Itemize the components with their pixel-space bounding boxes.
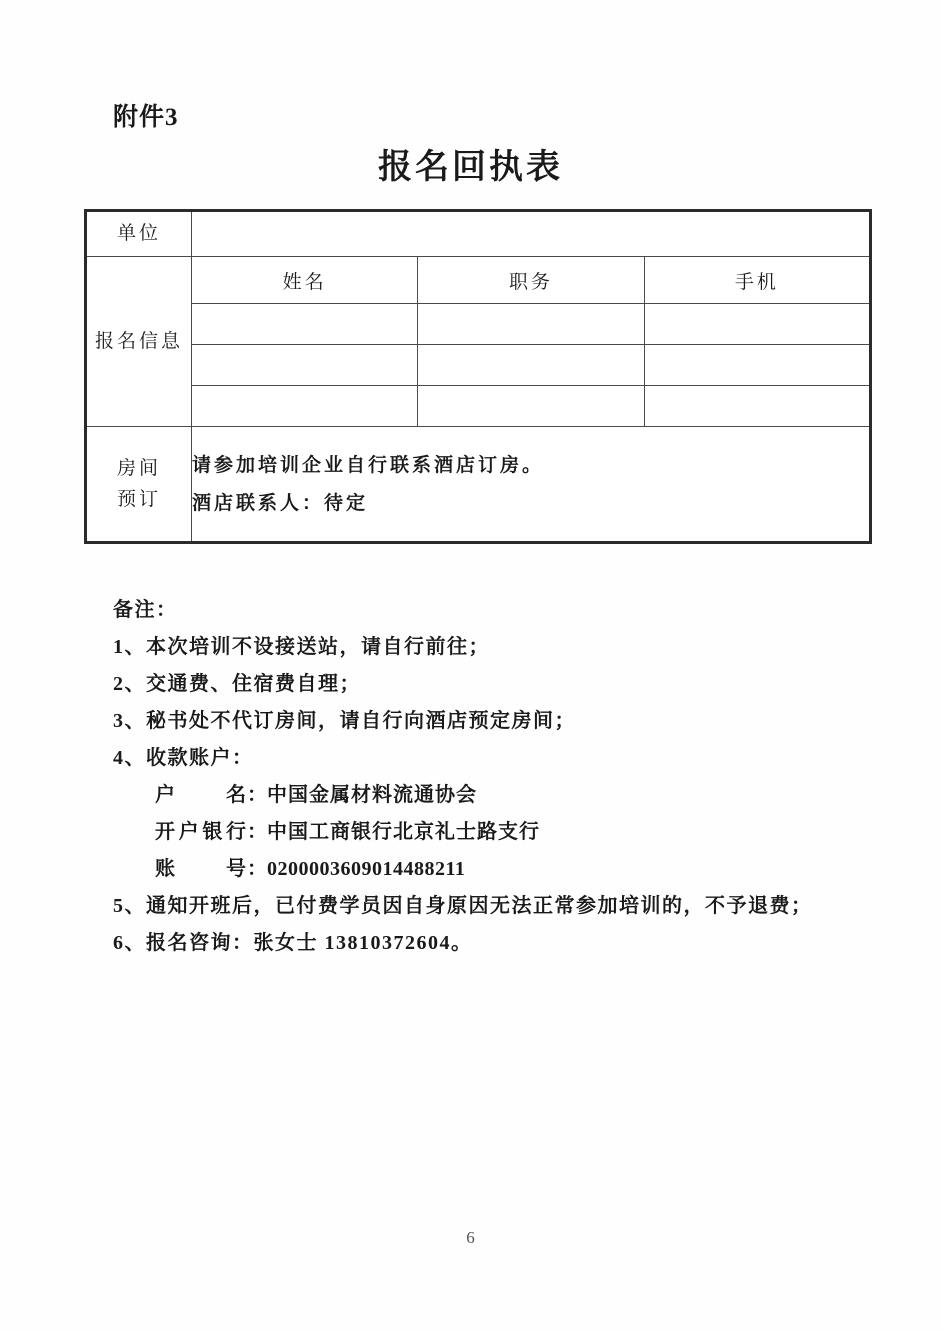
registration-label-cell: 报名信息 [86,257,192,427]
table-row-room-booking [86,427,871,543]
notes-section [113,592,873,962]
note-item-4: 4、收款账户： [113,747,254,769]
entry-phone-cell[interactable] [644,304,870,345]
table-row-entry [86,304,871,345]
notes-heading: 备注： [113,599,178,621]
bank-account-name-label: 户名 [155,784,247,806]
note-item-2: 2、交通费、住宿费自理； [113,673,361,695]
registration-form-table [84,209,872,544]
entry-phone-cell[interactable] [644,386,870,427]
unit-value-cell[interactable] [192,211,871,257]
note-item-5: 5、通知开班后，已付费学员因自身原因无法正常参加培训的，不予退费； [113,895,813,917]
note-item-3: 3、秘书处不代订房间，请自行向酒店预定房间； [113,710,576,732]
bank-account-number-separator: ： [247,858,267,880]
bank-name-separator: ： [247,821,267,843]
table-row-entry [86,386,871,427]
table-row-column-headers [86,257,871,304]
bank-account-name-separator: ： [247,784,267,806]
column-header-phone: 手机 [644,257,870,304]
note-item-6: 6、报名咨询：张女士 13810372604。 [113,932,473,954]
room-booking-label-cell [86,427,192,543]
table-row-unit [86,211,871,257]
bank-name-value: 中国工商银行北京礼士路支行 [267,821,540,843]
entry-phone-cell[interactable] [644,345,870,386]
room-booking-content-cell [192,427,871,543]
room-label-line2: 预订 [116,489,161,510]
column-header-position: 职务 [418,257,644,304]
note-item-1: 1、本次培训不设接送站，请自行前往； [113,636,490,658]
bank-account-name-value: 中国金属材料流通协会 [267,784,477,806]
bank-account-number-value: 0200003609014488211 [267,858,466,880]
page-number: 6 [466,1228,475,1247]
table-row-entry [86,345,871,386]
column-header-name: 姓名 [192,257,418,304]
bank-account-number-line [113,851,873,888]
bank-name-label: 开户银行 [155,821,247,843]
entry-position-cell[interactable] [418,345,644,386]
bank-account-name-line [113,777,873,814]
room-booking-contact-line: 酒店联系人：待定 [192,492,369,514]
bank-account-number-label: 账号 [155,858,247,880]
entry-position-cell[interactable] [418,386,644,427]
entry-name-cell[interactable] [192,345,418,386]
attachment-label: 附件3 [113,104,179,131]
entry-name-cell[interactable] [192,304,418,345]
entry-position-cell[interactable] [418,304,644,345]
room-booking-text-line1: 请参加培训企业自行联系酒店订房。 [192,454,545,476]
page-title: 报名回执表 [378,149,563,186]
room-label-line1: 房间 [116,457,161,479]
entry-name-cell[interactable] [192,386,418,427]
unit-label-cell: 单位 [86,211,192,257]
bank-name-line [113,814,873,851]
